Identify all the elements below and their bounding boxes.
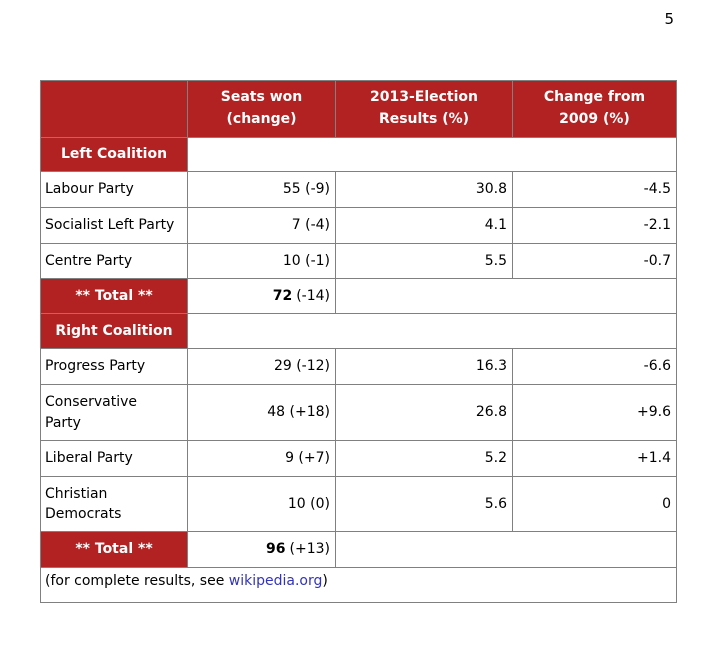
- empty-cell: [188, 314, 677, 349]
- wikipedia-link[interactable]: wikipedia.org: [228, 573, 323, 589]
- seats-cell: 55 (-9): [188, 172, 336, 208]
- party-name-text: Conservative Party: [45, 394, 138, 431]
- section-row-left-coalition: [41, 138, 677, 172]
- change-cell: -6.6: [513, 349, 677, 385]
- table-row-labour-party: [41, 172, 677, 208]
- change-cell: +1.4: [513, 441, 677, 477]
- header-seats-line1: Seats won: [220, 89, 303, 106]
- header-seats-line2: (change): [226, 111, 297, 127]
- seats-cell: 29 (-12): [188, 349, 336, 385]
- change-cell: -0.7: [513, 244, 677, 279]
- header-seats-won: [188, 81, 336, 138]
- seats-cell: 10 (-1): [188, 244, 336, 279]
- table-row-centre-party: [41, 244, 677, 279]
- section-row-right-coalition: [41, 314, 677, 349]
- total-label-cell: ** Total **: [41, 532, 188, 568]
- total-label-cell: ** Total **: [41, 279, 188, 314]
- seats-cell: 9 (+7): [188, 441, 336, 477]
- party-name-cell: Liberal Party: [41, 441, 188, 477]
- empty-cell: [188, 138, 677, 172]
- header-election-results: [336, 81, 513, 138]
- table-row-progress-party: [41, 349, 677, 385]
- change-cell: 0: [513, 477, 677, 532]
- empty-cell: [336, 532, 677, 568]
- header-empty-cell: [41, 81, 188, 138]
- party-name-text: Christian Democrats: [45, 485, 122, 522]
- right-coalition-label-cell: Right Coalition: [41, 314, 188, 349]
- footer-text-suffix: ): [322, 573, 328, 589]
- table-row-christian-democrats: [41, 477, 677, 532]
- header-results-line2: Results (%): [378, 111, 470, 127]
- header-results-line1: 2013-Election: [369, 89, 478, 106]
- result-cell: 5.2: [336, 441, 513, 477]
- seats-cell: 48 (+18): [188, 385, 336, 441]
- party-name-cell: Labour Party: [41, 172, 188, 208]
- seats-cell: 10 (0): [188, 477, 336, 532]
- total-seats-value: 72: [272, 287, 293, 304]
- total-row-right: [41, 532, 677, 568]
- election-results-table: [40, 80, 677, 603]
- header-change-line2: 2009 (%): [559, 111, 630, 127]
- change-cell: +9.6: [513, 385, 677, 441]
- seats-cell: 7 (-4): [188, 208, 336, 244]
- table-row-liberal-party: [41, 441, 677, 477]
- party-name-cell: [41, 385, 188, 441]
- total-seats-cell: [188, 279, 336, 314]
- result-cell: 5.5: [336, 244, 513, 279]
- total-seats-cell: [188, 532, 336, 568]
- total-row-left: [41, 279, 677, 314]
- page-number: 5: [664, 10, 674, 28]
- header-change-line1: Change from: [543, 89, 646, 106]
- footer-note-cell: [41, 568, 677, 603]
- result-cell: 26.8: [336, 385, 513, 441]
- footer-row: [41, 568, 677, 603]
- left-coalition-label-cell: Left Coalition: [41, 138, 188, 172]
- result-cell: 16.3: [336, 349, 513, 385]
- party-name-cell: Centre Party: [41, 244, 188, 279]
- total-seats-change: (-14): [296, 287, 330, 304]
- result-cell: 4.1: [336, 208, 513, 244]
- footer-text-prefix: (for complete results, see: [45, 573, 229, 589]
- result-cell: 30.8: [336, 172, 513, 208]
- empty-cell: [336, 279, 677, 314]
- total-seats-value: 96: [266, 541, 286, 558]
- change-cell: -2.1: [513, 208, 677, 244]
- party-name-cell: Progress Party: [41, 349, 188, 385]
- header-row: [41, 81, 677, 138]
- header-change-2009: [513, 81, 677, 138]
- table-row-socialist-left-party: [41, 208, 677, 244]
- table-row-conservative-party: [41, 385, 677, 441]
- total-seats-change: (+13): [289, 541, 330, 558]
- result-cell: 5.6: [336, 477, 513, 532]
- party-name-cell: Socialist Left Party: [41, 208, 188, 244]
- change-cell: -4.5: [513, 172, 677, 208]
- party-name-cell: [41, 477, 188, 532]
